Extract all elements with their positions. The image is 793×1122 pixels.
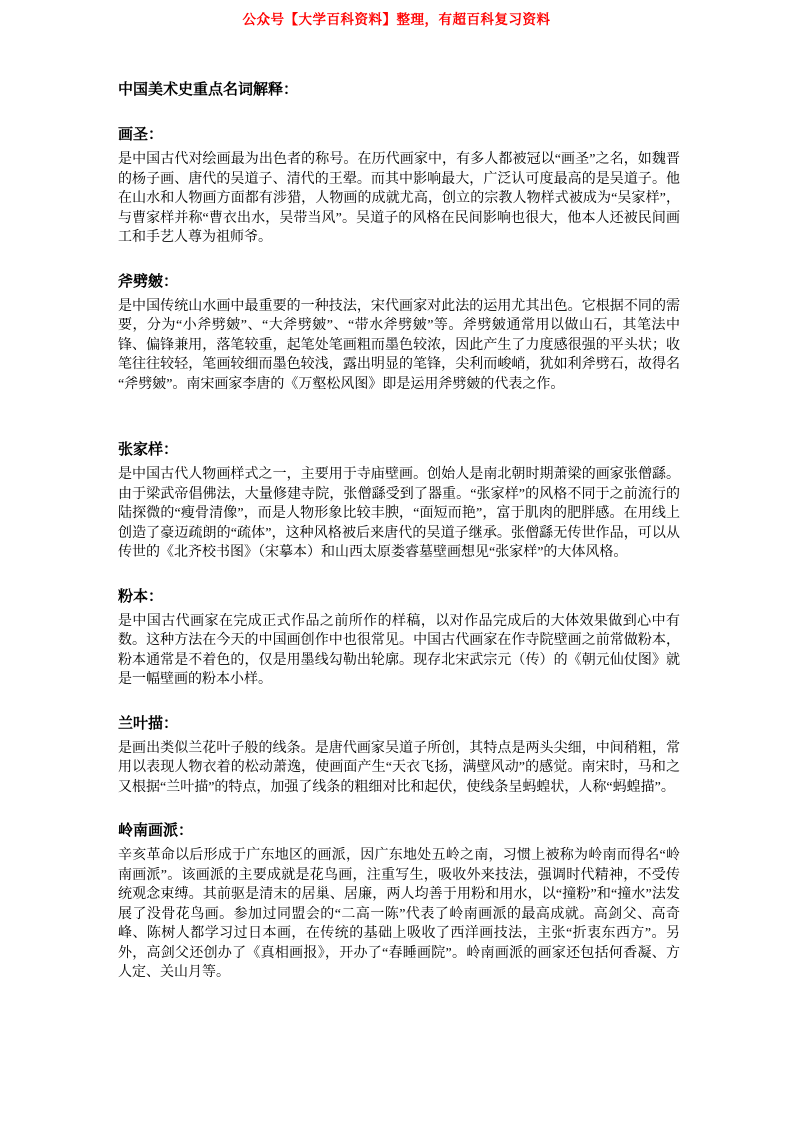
document-content — [0, 28, 793, 983]
term-section — [118, 714, 680, 798]
term-body: 是中国古代画家在完成正式作品之前所作的样稿，以对作品完成后的大体效果做到心中有数。这种方法在今天的中国画创作中也很常见。中国古代画家在作寺院壁画之前常做粉本，粉本通常是不着色的，仅是用墨线勾勒出轮廓。现存北宋武宗元（传）的《朝元仙仗图》就是一幅壁画的粉本小样。 — [118, 613, 680, 687]
term-section — [118, 587, 680, 690]
term-section — [118, 821, 680, 983]
term-heading: 斧劈皴： — [118, 273, 179, 290]
term-section — [118, 440, 680, 563]
term-body: 是画出类似兰花叶子般的线条。是唐代画家吴道子所创，其特点是两头尖细，中间稍粗，常用以表现人物衣着的松动萧逸，使画面产生“天衣飞扬，满壁风动”的感觉。南宋时，马和之又根据“兰叶描”的特点，加强了线条的粗细对比和起伏，使线条呈蚂蝗状，人称“蚂蝗描”。 — [118, 740, 680, 795]
term-body: 是中国古代对绘画最为出色者的称号。在历代画家中，有多人都被冠以“画圣”之名，如魏晋的杨子画、唐代的吴道子、清代的王翚。而其中影响最大，广泛认可度最高的是吴道子。他在山水和人物画方面都有涉猎，人物画的成就尤高，创立的宗教人物样式被成为“吴家样”，与曹家样并称“曹衣出水，吴带当风”。吴道子的风格在民间影响也很大，他本人还被民间画工和手艺人尊为祖师爷。 — [118, 152, 680, 245]
term-body: 辛亥革命以后形成于广东地区的画派，因广东地处五岭之南，习惯上被称为岭南而得名“岭南画派”。该画派的主要成就是花鸟画，注重写生，吸收外来技法，强调时代精神，不受传统观念束缚。其前驱是清末的居巢、居廉，两人均善于用粉和用水，以“撞粉”和“撞水”法发展了没骨花鸟画。参加过同盟会的“二高一陈”代表了岭南画派的最高成就。高剑父、高奇峰、陈树人都学习过日本画，在传统的基础上吸收了西洋画技法，主张“折衷东西方”。另外，高剑父还创办了《真相画报》，开办了“春睡画院”。岭南画派的画家还包括何香凝、方人定、关山月等。 — [118, 848, 680, 980]
page-header-notice: 公众号【大学百科资料】整理，有超百科复习资料 — [242, 12, 551, 27]
term-body: 是中国传统山水画中最重要的一种技法，宋代画家对此法的运用尤其出色。它根据不同的需要，分为“小斧劈皴”、“大斧劈皴”、“带水斧劈皴”等。斧劈皴通常用以做山石，其笔法中锋、偏锋兼用，落笔较重，起笔处笔画粗而墨色较浓，因此产生了力度感很强的平头状；收笔往往较轻，笔画较细而墨色较浅，露出明显的笔锋，尖利而峻峭，犹如利斧劈石，故得名“斧劈皴”。南宋画家李唐的《万壑松风图》即是运用斧劈皴的代表之作。 — [118, 298, 680, 392]
term-heading: 粉本： — [118, 588, 164, 605]
page-title: 中国美术史重点名词解释： — [118, 82, 299, 98]
term-heading: 画圣： — [118, 127, 164, 143]
term-section — [118, 125, 680, 248]
term-heading: 张家样： — [118, 442, 179, 458]
term-body: 是中国古代人物画样式之一，主要用于寺庙壁画。创始人是南北朝时期萧梁的画家张僧繇。由于梁武帝倡佛法，大量修建寺院，张僧繇受到了器重。“张家样”的风格不同于之前流行的陆探微的“瘦骨清像”，而是人物形象比较丰腴，“面短而艳”，富于肌肉的肥胖感。在用线上创造了豪迈疏朗的“疏体”，这种风格被后来唐代的吴道子继承。张僧繇无传世作品，可以从传世的《北齐校书图》（宋摹本）和山西太原娄睿墓壁画想见“张家样”的大体风格。 — [118, 467, 680, 560]
term-heading: 兰叶描： — [118, 715, 179, 732]
term-section — [118, 272, 680, 395]
term-heading: 岭南画派： — [118, 823, 194, 839]
